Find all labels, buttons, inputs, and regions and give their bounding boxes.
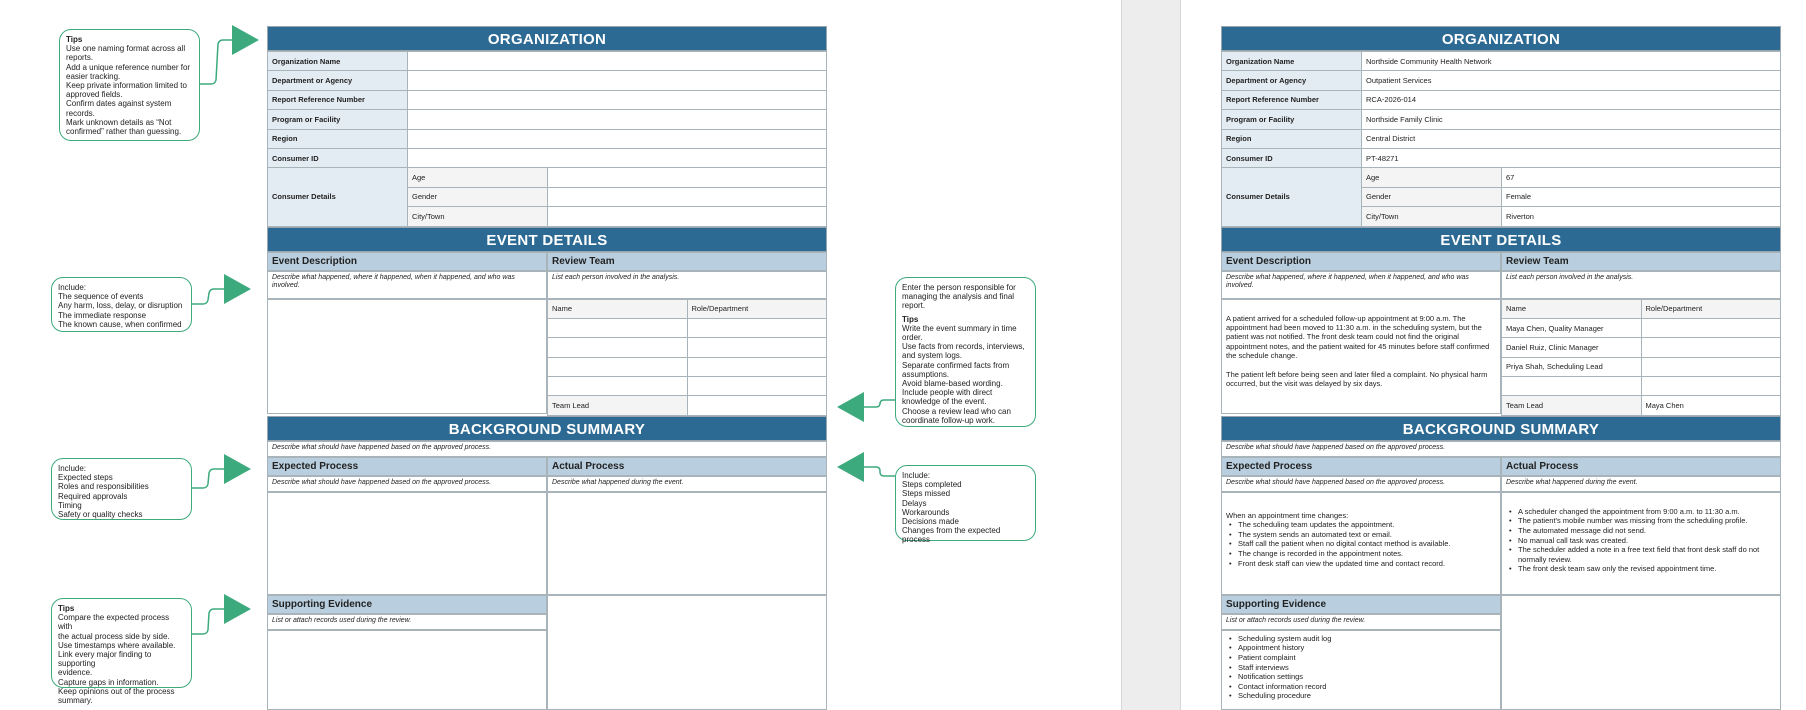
field-team-role[interactable] bbox=[687, 318, 827, 337]
hint-expected-process: Describe what should have happened based on the approved process. bbox=[267, 476, 547, 492]
section-header-organization: ORGANIZATION bbox=[1221, 26, 1781, 51]
header-name: Name bbox=[548, 299, 688, 318]
table-row bbox=[548, 338, 827, 357]
value-report-reference[interactable]: RCA-2026-014 bbox=[1362, 90, 1781, 109]
callout-line: Confirm dates against system bbox=[66, 99, 172, 109]
value-region[interactable]: Central District bbox=[1362, 129, 1781, 148]
callout-line: The known cause, when confirmed bbox=[58, 319, 182, 329]
field-team-role[interactable] bbox=[687, 377, 827, 396]
event-details-columns bbox=[267, 252, 827, 416]
label-age: Age bbox=[1362, 168, 1502, 187]
callout-line: and system logs. bbox=[902, 351, 963, 361]
table-row bbox=[1222, 71, 1781, 90]
hint-event-description: Describe what happened, where it happened, when it happened, and who was involved. bbox=[1221, 271, 1501, 299]
hint-actual-process: Describe what happened during the event. bbox=[547, 476, 827, 492]
page-gutter bbox=[1122, 0, 1180, 710]
callout-line: coordinate follow-up work. bbox=[902, 415, 995, 425]
callout-arrow-3 bbox=[191, 454, 253, 498]
field-program[interactable] bbox=[408, 110, 827, 129]
field-team-role[interactable] bbox=[1641, 377, 1781, 396]
field-actual-process[interactable] bbox=[547, 492, 827, 595]
blank-form bbox=[267, 26, 827, 710]
subheader-expected-process: Expected Process bbox=[1221, 457, 1501, 476]
callout-line: Use timestamps where available. bbox=[58, 640, 176, 650]
callout-line: the actual process side by side. bbox=[58, 631, 170, 641]
callout-line: Keep opinions out of the process bbox=[58, 686, 175, 696]
callout-title: Tips bbox=[58, 604, 75, 613]
field-team-role[interactable] bbox=[687, 338, 827, 357]
field-team-name[interactable] bbox=[548, 357, 688, 376]
callout-line: Compare the expected process with bbox=[58, 613, 170, 632]
value-team-member[interactable]: Priya Shah, Scheduling Lead bbox=[1502, 357, 1642, 376]
filled-form bbox=[1221, 26, 1781, 710]
value-consumer-id[interactable]: PT-48271 bbox=[1362, 148, 1781, 167]
callout-line: Steps completed bbox=[902, 480, 962, 490]
callout-event-include bbox=[51, 277, 192, 332]
event-details-columns bbox=[1221, 252, 1781, 416]
callout-arrow-5 bbox=[835, 390, 897, 426]
list-item: • The scheduler added a note in a free text field that front desk staff do not normally review. bbox=[1518, 545, 1776, 564]
table-row bbox=[548, 299, 827, 318]
callout-line: Include people with direct bbox=[902, 388, 993, 398]
callout-line: Timing bbox=[58, 500, 82, 510]
event-paragraph: A patient arrived for a scheduled follow-up appointment at 9:00 a.m. The appointment had been moved to 11:30 a.m. in the scheduling system, but the patient was not notified. The front desk team could not find the original appointment notes, and the patient waited for 45 minutes before staff confirmed the schedule change. bbox=[1226, 313, 1490, 361]
label-report-reference: Report Reference Number bbox=[268, 90, 408, 109]
hint-review-team: List each person involved in the analysis. bbox=[1501, 271, 1781, 299]
callout-background-include bbox=[51, 458, 192, 520]
table-row bbox=[1222, 129, 1781, 148]
table-row bbox=[268, 129, 827, 148]
field-team-lead[interactable] bbox=[687, 396, 827, 415]
table-row bbox=[1502, 338, 1781, 357]
callout-line: Changes from the expected process bbox=[902, 526, 1001, 545]
callout-title: Tips bbox=[66, 35, 83, 44]
label-region: Region bbox=[268, 129, 408, 148]
hint-review-team: List each person involved in the analysis. bbox=[547, 271, 827, 299]
table-row bbox=[1222, 90, 1781, 109]
label-city: City/Town bbox=[1362, 207, 1502, 226]
table-row bbox=[268, 52, 827, 71]
field-age[interactable] bbox=[548, 168, 827, 187]
field-team-name[interactable] bbox=[548, 377, 688, 396]
expected-process-column bbox=[267, 457, 547, 710]
callout-comparison-tips bbox=[51, 598, 192, 706]
callout-line: summary. bbox=[58, 696, 93, 706]
section-header-background-summary: BACKGROUND SUMMARY bbox=[267, 416, 827, 441]
table-row bbox=[548, 357, 827, 376]
evidence-list bbox=[1226, 634, 1496, 701]
table-row bbox=[1222, 52, 1781, 71]
header-role: Role/Department bbox=[687, 299, 827, 318]
callout-line: Link every major finding to supporting bbox=[58, 650, 152, 669]
expected-intro: When an appointment time changes: bbox=[1226, 510, 1349, 520]
list-item: • No manual call task was created. bbox=[1518, 536, 1776, 546]
review-team-column bbox=[547, 252, 827, 416]
list-item: • A scheduler changed the appointment from 9:00 a.m. to 11:30 a.m. bbox=[1518, 507, 1776, 517]
list-item: • Notification settings bbox=[1238, 672, 1496, 682]
label-gender: Gender bbox=[408, 187, 548, 206]
field-organization-name[interactable] bbox=[408, 52, 827, 71]
callout-line: Include: bbox=[58, 283, 87, 292]
hint-background-summary: Describe what should have happened based on the approved process. bbox=[267, 441, 827, 457]
label-consumer-id: Consumer ID bbox=[268, 148, 408, 167]
list-item: • Contact information record bbox=[1238, 682, 1496, 692]
actual-list bbox=[1506, 507, 1776, 574]
label-consumer-details: Consumer Details bbox=[1222, 168, 1362, 226]
process-columns bbox=[267, 457, 827, 710]
callout-line: Mark unknown details as “Not bbox=[66, 117, 172, 127]
list-item: • Staff interviews bbox=[1238, 663, 1496, 673]
label-program: Program or Facility bbox=[268, 110, 408, 129]
table-row bbox=[268, 148, 827, 167]
list-item: • The system sends an automated text or email. bbox=[1238, 530, 1496, 540]
page-edge-right bbox=[1180, 0, 1181, 710]
expected-list bbox=[1226, 520, 1496, 568]
callout-line: order. bbox=[902, 333, 923, 343]
table-row bbox=[1502, 318, 1781, 337]
callout-arrow-1 bbox=[199, 24, 261, 94]
list-item: • Patient complaint bbox=[1238, 653, 1496, 663]
header-role: Role/Department bbox=[1641, 299, 1781, 318]
field-team-name[interactable] bbox=[548, 338, 688, 357]
value-age[interactable]: 67 bbox=[1502, 168, 1781, 187]
section-header-event-details: EVENT DETAILS bbox=[267, 227, 827, 252]
callout-line: Enter the person responsible for bbox=[902, 283, 1016, 292]
callout-line: Add a unique reference number for bbox=[66, 62, 191, 72]
field-department[interactable] bbox=[408, 71, 827, 90]
value-program[interactable]: Northside Family Clinic bbox=[1362, 110, 1781, 129]
callout-title: Tips bbox=[902, 314, 919, 324]
label-organization-name: Organization Name bbox=[1222, 52, 1362, 71]
field-report-reference[interactable] bbox=[408, 90, 827, 109]
subheader-actual-process: Actual Process bbox=[547, 457, 827, 476]
value-city[interactable]: Riverton bbox=[1502, 207, 1781, 226]
callout-line: Roles and responsibilities bbox=[58, 482, 149, 492]
subheader-event-description: Event Description bbox=[1221, 252, 1501, 271]
callout-line: approved fields. bbox=[66, 90, 123, 100]
field-actual-process-continued[interactable] bbox=[1501, 595, 1781, 710]
callout-line: Safety or quality checks bbox=[58, 510, 143, 520]
callout-line: The immediate response bbox=[58, 310, 147, 320]
callout-line: Keep private information limited to bbox=[66, 81, 187, 91]
field-team-name[interactable] bbox=[548, 318, 688, 337]
table-row bbox=[548, 396, 827, 415]
label-organization-name: Organization Name bbox=[268, 52, 408, 71]
event-description-column bbox=[1221, 252, 1501, 416]
actual-process-column bbox=[547, 457, 827, 710]
hint-supporting-evidence: List or attach records used during the review. bbox=[1221, 614, 1501, 630]
callout-review-lead-tips bbox=[895, 277, 1036, 427]
callout-line: reports. bbox=[66, 53, 94, 63]
label-team-lead: Team Lead bbox=[1502, 396, 1642, 415]
callout-line: knowledge of the event. bbox=[902, 397, 987, 407]
label-consumer-details: Consumer Details bbox=[268, 168, 408, 226]
subheader-supporting-evidence: Supporting Evidence bbox=[1221, 595, 1501, 614]
callout-line: confirmed” rather than guessing. bbox=[66, 127, 182, 137]
label-gender: Gender bbox=[1362, 187, 1502, 206]
value-organization-name[interactable]: Northside Community Health Network bbox=[1362, 52, 1781, 71]
callout-line: Any harm, loss, delay, or disruption bbox=[58, 301, 183, 311]
review-team-table bbox=[547, 299, 827, 416]
label-city: City/Town bbox=[408, 207, 548, 226]
table-row bbox=[1502, 357, 1781, 376]
list-item: • Appointment history bbox=[1238, 643, 1496, 653]
table-row bbox=[268, 110, 827, 129]
callout-line: Use one naming format across all bbox=[66, 44, 186, 54]
actual-process-column bbox=[1501, 457, 1781, 710]
organization-table bbox=[267, 51, 827, 227]
value-department[interactable]: Outpatient Services bbox=[1362, 71, 1781, 90]
value-event-description[interactable] bbox=[1221, 299, 1501, 414]
label-team-lead: Team Lead bbox=[548, 396, 688, 415]
table-row bbox=[1502, 377, 1781, 396]
table-row bbox=[1222, 110, 1781, 129]
event-paragraph: The patient left before being seen and later filed a complaint. No physical harm occurred, but the visit was delayed by six days. bbox=[1226, 369, 1488, 388]
organization-table bbox=[1221, 51, 1781, 227]
label-department: Department or Agency bbox=[1222, 71, 1362, 90]
callout-line: Capture gaps in information. bbox=[58, 677, 159, 687]
section-header-event-details: EVENT DETAILS bbox=[1221, 227, 1781, 252]
callout-line: Avoid blame-based wording. bbox=[902, 379, 1003, 389]
callout-line: Choose a review lead who can bbox=[902, 406, 1011, 416]
callout-line: Write the event summary in time bbox=[902, 323, 1017, 333]
value-team-lead[interactable]: Maya Chen bbox=[1641, 396, 1781, 415]
field-team-role[interactable] bbox=[1641, 357, 1781, 376]
value-team-member[interactable]: Daniel Ruiz, Clinic Manager bbox=[1502, 338, 1642, 357]
field-expected-process[interactable] bbox=[267, 492, 547, 595]
callout-arrow-4 bbox=[191, 594, 253, 644]
table-row bbox=[268, 168, 827, 187]
callout-line: Required approvals bbox=[58, 491, 128, 501]
value-supporting-evidence[interactable] bbox=[1221, 630, 1501, 710]
label-report-reference: Report Reference Number bbox=[1222, 90, 1362, 109]
label-age: Age bbox=[408, 168, 548, 187]
header-name: Name bbox=[1502, 299, 1642, 318]
field-actual-process-continued[interactable] bbox=[547, 595, 827, 710]
callout-line: assumptions. bbox=[902, 369, 950, 379]
callout-line: records. bbox=[66, 108, 95, 118]
list-item: • The front desk team saw only the revised appointment time. bbox=[1518, 564, 1776, 574]
label-program: Program or Facility bbox=[1222, 110, 1362, 129]
field-event-description[interactable] bbox=[267, 299, 547, 414]
table-row bbox=[1502, 396, 1781, 415]
subheader-supporting-evidence: Supporting Evidence bbox=[267, 595, 547, 614]
field-team-role[interactable] bbox=[687, 357, 827, 376]
callout-line: easier tracking. bbox=[66, 71, 121, 81]
list-item: • Scheduling system audit log bbox=[1238, 634, 1496, 644]
callout-arrow-6 bbox=[835, 452, 897, 488]
table-row bbox=[1222, 148, 1781, 167]
callout-arrow-2 bbox=[191, 274, 253, 314]
list-item: • Staff call the patient when no digital contact method is available. bbox=[1238, 539, 1496, 549]
subheader-event-description: Event Description bbox=[267, 252, 547, 271]
expected-process-column bbox=[1221, 457, 1501, 710]
table-row bbox=[1502, 299, 1781, 318]
value-gender[interactable]: Female bbox=[1502, 187, 1781, 206]
list-item: • Scheduling procedure bbox=[1238, 691, 1496, 701]
process-columns bbox=[1221, 457, 1781, 710]
callout-line: Expected steps bbox=[58, 473, 113, 483]
review-team-table bbox=[1501, 299, 1781, 416]
callout-line: Workarounds bbox=[902, 507, 950, 517]
callout-line: Separate confirmed facts from bbox=[902, 360, 1010, 370]
hint-actual-process: Describe what happened during the event. bbox=[1501, 476, 1781, 492]
field-city[interactable] bbox=[548, 207, 827, 226]
callout-line: report. bbox=[902, 301, 926, 311]
callout-line: Delays bbox=[902, 498, 927, 508]
table-row bbox=[268, 71, 827, 90]
page-edge-left bbox=[1121, 0, 1122, 710]
field-team-name[interactable] bbox=[1502, 377, 1642, 396]
section-header-background-summary: BACKGROUND SUMMARY bbox=[1221, 416, 1781, 441]
callout-actual-include bbox=[895, 465, 1036, 545]
field-team-role[interactable] bbox=[1641, 318, 1781, 337]
subheader-actual-process: Actual Process bbox=[1501, 457, 1781, 476]
callout-line: Decisions made bbox=[902, 517, 959, 527]
callout-line: Steps missed bbox=[902, 489, 951, 499]
value-team-member[interactable]: Maya Chen, Quality Manager bbox=[1502, 318, 1642, 337]
field-gender[interactable] bbox=[548, 187, 827, 206]
hint-background-summary: Describe what should have happened based on the approved process. bbox=[1221, 441, 1781, 457]
value-expected-process[interactable] bbox=[1221, 492, 1501, 595]
callout-line: The sequence of events bbox=[58, 292, 144, 302]
table-row bbox=[548, 318, 827, 337]
table-row bbox=[1222, 168, 1781, 187]
event-description-column bbox=[267, 252, 547, 416]
callout-line: Include: bbox=[902, 471, 931, 480]
section-header-organization: ORGANIZATION bbox=[267, 26, 827, 51]
label-department: Department or Agency bbox=[268, 71, 408, 90]
value-actual-process[interactable] bbox=[1501, 492, 1781, 595]
table-row bbox=[548, 377, 827, 396]
callout-line: Include: bbox=[58, 464, 87, 473]
list-item: • Front desk staff can view the updated time and contact record. bbox=[1238, 559, 1496, 569]
hint-event-description: Describe what happened, where it happened, when it happened, and who was involved. bbox=[267, 271, 547, 299]
list-item: • The automated message did not send. bbox=[1518, 526, 1776, 536]
callout-line: evidence. bbox=[58, 668, 93, 678]
callout-line: managing the analysis and final bbox=[902, 292, 1015, 302]
list-item: • The change is recorded in the appointment notes. bbox=[1238, 549, 1496, 559]
field-team-role[interactable] bbox=[1641, 338, 1781, 357]
list-item: • The patient's mobile number was missing from the scheduling profile. bbox=[1518, 516, 1776, 526]
callout-naming-tips bbox=[59, 29, 200, 141]
subheader-review-team: Review Team bbox=[1501, 252, 1781, 271]
label-region: Region bbox=[1222, 129, 1362, 148]
label-consumer-id: Consumer ID bbox=[1222, 148, 1362, 167]
list-item: • The scheduling team updates the appointment. bbox=[1238, 520, 1496, 530]
callout-line: Use facts from records, interviews, bbox=[902, 342, 1025, 352]
subheader-review-team: Review Team bbox=[547, 252, 827, 271]
review-team-column bbox=[1501, 252, 1781, 416]
subheader-expected-process: Expected Process bbox=[267, 457, 547, 476]
field-supporting-evidence[interactable] bbox=[267, 630, 547, 710]
table-row bbox=[268, 90, 827, 109]
hint-supporting-evidence: List or attach records used during the review. bbox=[267, 614, 547, 630]
field-consumer-id[interactable] bbox=[408, 148, 827, 167]
hint-expected-process: Describe what should have happened based on the approved process. bbox=[1221, 476, 1501, 492]
field-region[interactable] bbox=[408, 129, 827, 148]
